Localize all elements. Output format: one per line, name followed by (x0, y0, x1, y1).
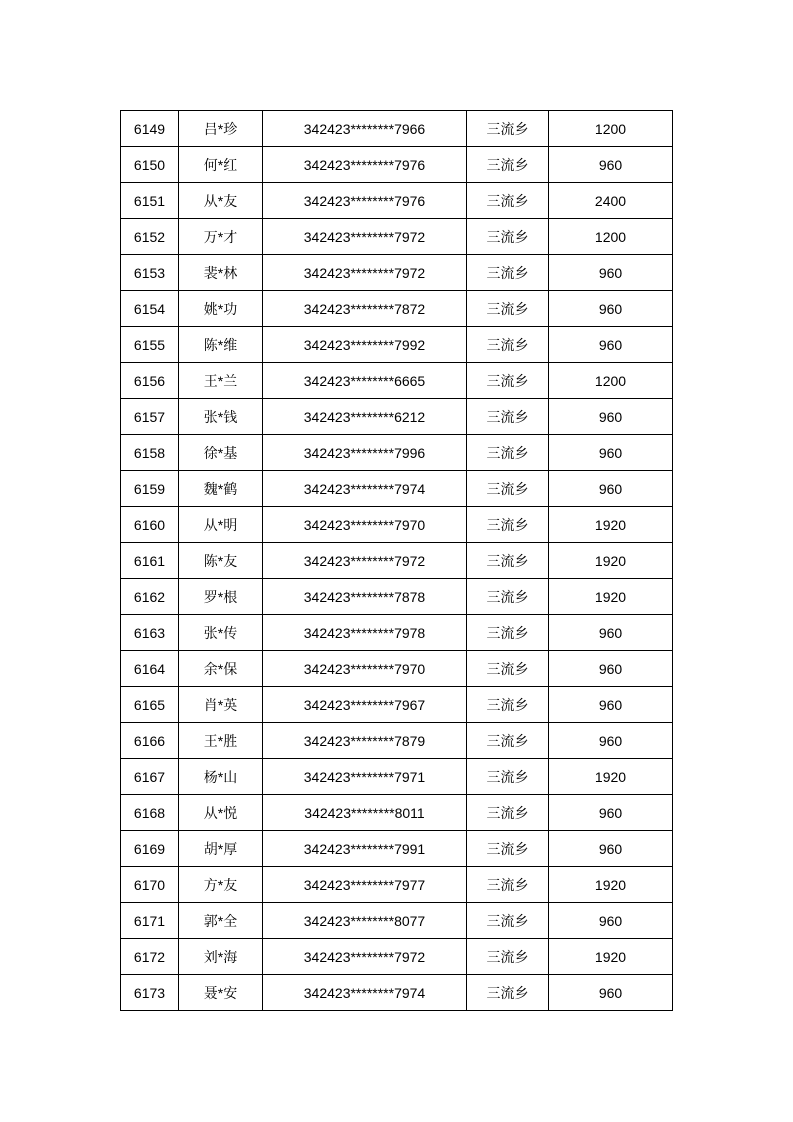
table-body (121, 111, 673, 1011)
cell-serial-number: 6150 (121, 147, 179, 183)
cell-serial-number: 6157 (121, 399, 179, 435)
cell-township: 三流乡 (467, 579, 549, 615)
cell-id-number: 342423********7972 (263, 255, 467, 291)
cell-amount: 1200 (549, 111, 673, 147)
cell-id-number: 342423********7991 (263, 831, 467, 867)
cell-township: 三流乡 (467, 795, 549, 831)
cell-id-number: 342423********7974 (263, 975, 467, 1011)
cell-township: 三流乡 (467, 219, 549, 255)
subsidy-table (120, 110, 673, 1011)
cell-serial-number: 6159 (121, 471, 179, 507)
cell-serial-number: 6152 (121, 219, 179, 255)
cell-amount: 1920 (549, 867, 673, 903)
cell-id-number: 342423********7978 (263, 615, 467, 651)
table-row (121, 831, 673, 867)
cell-amount: 960 (549, 687, 673, 723)
table-row (121, 291, 673, 327)
cell-person-name: 吕*珍 (179, 111, 263, 147)
cell-township: 三流乡 (467, 651, 549, 687)
cell-serial-number: 6168 (121, 795, 179, 831)
cell-amount: 1920 (549, 579, 673, 615)
cell-township: 三流乡 (467, 363, 549, 399)
cell-id-number: 342423********7992 (263, 327, 467, 363)
cell-amount: 960 (549, 795, 673, 831)
cell-amount: 960 (549, 651, 673, 687)
table-row (121, 327, 673, 363)
cell-person-name: 万*才 (179, 219, 263, 255)
cell-amount: 960 (549, 255, 673, 291)
table-row (121, 759, 673, 795)
table-row (121, 939, 673, 975)
table-row (121, 399, 673, 435)
cell-township: 三流乡 (467, 399, 549, 435)
cell-township: 三流乡 (467, 255, 549, 291)
cell-township: 三流乡 (467, 759, 549, 795)
cell-id-number: 342423********7996 (263, 435, 467, 471)
cell-amount: 1920 (549, 543, 673, 579)
cell-amount: 1920 (549, 939, 673, 975)
cell-person-name: 王*胜 (179, 723, 263, 759)
table-row (121, 579, 673, 615)
cell-id-number: 342423********7970 (263, 651, 467, 687)
cell-amount: 960 (549, 399, 673, 435)
cell-id-number: 342423********7971 (263, 759, 467, 795)
cell-township: 三流乡 (467, 471, 549, 507)
cell-serial-number: 6162 (121, 579, 179, 615)
cell-person-name: 裴*林 (179, 255, 263, 291)
cell-person-name: 张*钱 (179, 399, 263, 435)
table-row (121, 723, 673, 759)
cell-amount: 960 (549, 615, 673, 651)
cell-id-number: 342423********7970 (263, 507, 467, 543)
cell-amount: 1200 (549, 363, 673, 399)
table-row (121, 507, 673, 543)
cell-township: 三流乡 (467, 975, 549, 1011)
cell-township: 三流乡 (467, 291, 549, 327)
cell-serial-number: 6160 (121, 507, 179, 543)
table-row (121, 255, 673, 291)
cell-amount: 960 (549, 435, 673, 471)
cell-person-name: 从*悦 (179, 795, 263, 831)
cell-amount: 960 (549, 291, 673, 327)
cell-id-number: 342423********7879 (263, 723, 467, 759)
cell-person-name: 刘*海 (179, 939, 263, 975)
cell-id-number: 342423********7976 (263, 147, 467, 183)
table-row (121, 435, 673, 471)
table-row (121, 651, 673, 687)
cell-serial-number: 6158 (121, 435, 179, 471)
cell-amount: 1200 (549, 219, 673, 255)
cell-serial-number: 6156 (121, 363, 179, 399)
cell-township: 三流乡 (467, 147, 549, 183)
cell-serial-number: 6163 (121, 615, 179, 651)
table-row (121, 219, 673, 255)
cell-serial-number: 6151 (121, 183, 179, 219)
cell-township: 三流乡 (467, 111, 549, 147)
cell-person-name: 方*友 (179, 867, 263, 903)
cell-person-name: 王*兰 (179, 363, 263, 399)
cell-person-name: 徐*基 (179, 435, 263, 471)
cell-id-number: 342423********7872 (263, 291, 467, 327)
cell-person-name: 从*明 (179, 507, 263, 543)
cell-township: 三流乡 (467, 507, 549, 543)
cell-township: 三流乡 (467, 687, 549, 723)
cell-serial-number: 6153 (121, 255, 179, 291)
cell-amount: 960 (549, 723, 673, 759)
cell-id-number: 342423********7966 (263, 111, 467, 147)
cell-township: 三流乡 (467, 939, 549, 975)
cell-id-number: 342423********6212 (263, 399, 467, 435)
cell-serial-number: 6167 (121, 759, 179, 795)
cell-township: 三流乡 (467, 903, 549, 939)
cell-id-number: 342423********6665 (263, 363, 467, 399)
cell-person-name: 郭*全 (179, 903, 263, 939)
cell-township: 三流乡 (467, 183, 549, 219)
table-row (121, 903, 673, 939)
cell-id-number: 342423********8077 (263, 903, 467, 939)
cell-serial-number: 6154 (121, 291, 179, 327)
table-row (121, 183, 673, 219)
cell-serial-number: 6170 (121, 867, 179, 903)
cell-serial-number: 6171 (121, 903, 179, 939)
cell-township: 三流乡 (467, 435, 549, 471)
table-row (121, 111, 673, 147)
cell-id-number: 342423********7967 (263, 687, 467, 723)
cell-person-name: 杨*山 (179, 759, 263, 795)
cell-person-name: 余*保 (179, 651, 263, 687)
table-row (121, 615, 673, 651)
cell-id-number: 342423********7972 (263, 939, 467, 975)
cell-amount: 960 (549, 147, 673, 183)
cell-township: 三流乡 (467, 723, 549, 759)
cell-person-name: 从*友 (179, 183, 263, 219)
table-row (121, 147, 673, 183)
cell-serial-number: 6161 (121, 543, 179, 579)
cell-id-number: 342423********7972 (263, 219, 467, 255)
cell-serial-number: 6166 (121, 723, 179, 759)
cell-township: 三流乡 (467, 831, 549, 867)
cell-amount: 960 (549, 975, 673, 1011)
table-row (121, 363, 673, 399)
cell-serial-number: 6172 (121, 939, 179, 975)
cell-serial-number: 6164 (121, 651, 179, 687)
cell-amount: 960 (549, 327, 673, 363)
table-row (121, 471, 673, 507)
cell-township: 三流乡 (467, 543, 549, 579)
cell-amount: 2400 (549, 183, 673, 219)
cell-person-name: 姚*功 (179, 291, 263, 327)
cell-person-name: 罗*根 (179, 579, 263, 615)
cell-person-name: 陈*维 (179, 327, 263, 363)
cell-id-number: 342423********7878 (263, 579, 467, 615)
table-row (121, 795, 673, 831)
cell-person-name: 何*红 (179, 147, 263, 183)
cell-amount: 960 (549, 903, 673, 939)
cell-township: 三流乡 (467, 867, 549, 903)
cell-serial-number: 6149 (121, 111, 179, 147)
cell-amount: 1920 (549, 507, 673, 543)
cell-person-name: 陈*友 (179, 543, 263, 579)
cell-serial-number: 6155 (121, 327, 179, 363)
cell-person-name: 胡*厚 (179, 831, 263, 867)
cell-serial-number: 6169 (121, 831, 179, 867)
cell-serial-number: 6173 (121, 975, 179, 1011)
cell-serial-number: 6165 (121, 687, 179, 723)
table-row (121, 975, 673, 1011)
table-row (121, 687, 673, 723)
cell-person-name: 聂*安 (179, 975, 263, 1011)
table-row (121, 867, 673, 903)
cell-id-number: 342423********8011 (263, 795, 467, 831)
cell-id-number: 342423********7972 (263, 543, 467, 579)
cell-amount: 960 (549, 471, 673, 507)
cell-amount: 1920 (549, 759, 673, 795)
cell-person-name: 张*传 (179, 615, 263, 651)
cell-person-name: 魏*鹤 (179, 471, 263, 507)
cell-township: 三流乡 (467, 615, 549, 651)
table-row (121, 543, 673, 579)
cell-id-number: 342423********7974 (263, 471, 467, 507)
cell-amount: 960 (549, 831, 673, 867)
cell-person-name: 肖*英 (179, 687, 263, 723)
cell-id-number: 342423********7977 (263, 867, 467, 903)
cell-township: 三流乡 (467, 327, 549, 363)
cell-id-number: 342423********7976 (263, 183, 467, 219)
